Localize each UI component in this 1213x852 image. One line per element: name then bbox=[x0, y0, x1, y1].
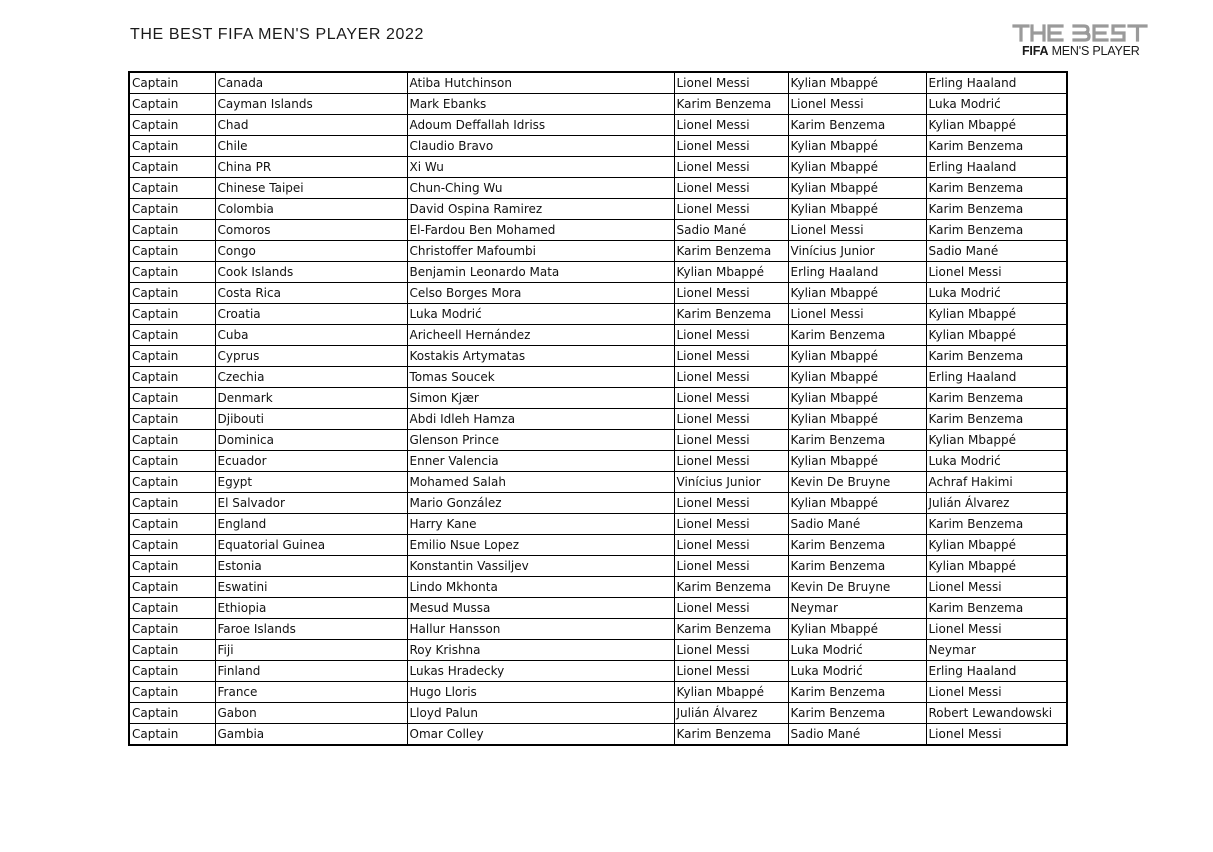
voter-cell: Glenson Prince bbox=[407, 430, 674, 451]
first-place-cell: Lionel Messi bbox=[674, 556, 788, 577]
table-row bbox=[129, 94, 1067, 115]
role-cell: Captain bbox=[129, 346, 215, 367]
second-place-cell: Lionel Messi bbox=[788, 220, 926, 241]
voter-cell: El-Fardou Ben Mohamed bbox=[407, 220, 674, 241]
first-place-cell: Karim Benzema bbox=[674, 94, 788, 115]
country-cell: Chinese Taipei bbox=[215, 178, 407, 199]
votes-table bbox=[128, 71, 1068, 746]
first-place-cell: Lionel Messi bbox=[674, 115, 788, 136]
first-place-cell: Karim Benzema bbox=[674, 304, 788, 325]
table-row bbox=[129, 724, 1067, 746]
voter-cell: Abdi Idleh Hamza bbox=[407, 409, 674, 430]
table-row bbox=[129, 72, 1067, 94]
role-cell: Captain bbox=[129, 304, 215, 325]
second-place-cell: Karim Benzema bbox=[788, 325, 926, 346]
country-cell: Gambia bbox=[215, 724, 407, 746]
role-cell: Captain bbox=[129, 703, 215, 724]
country-cell: Congo bbox=[215, 241, 407, 262]
role-cell: Captain bbox=[129, 220, 215, 241]
first-place-cell: Lionel Messi bbox=[674, 178, 788, 199]
second-place-cell: Kylian Mbappé bbox=[788, 136, 926, 157]
third-place-cell: Karim Benzema bbox=[926, 388, 1067, 409]
first-place-cell: Lionel Messi bbox=[674, 598, 788, 619]
role-cell: Captain bbox=[129, 640, 215, 661]
first-place-cell: Lionel Messi bbox=[674, 136, 788, 157]
third-place-cell: Lionel Messi bbox=[926, 262, 1067, 283]
country-cell: Czechia bbox=[215, 367, 407, 388]
first-place-cell: Karim Benzema bbox=[674, 577, 788, 598]
country-cell: Denmark bbox=[215, 388, 407, 409]
table-row bbox=[129, 388, 1067, 409]
voter-cell: Celso Borges Mora bbox=[407, 283, 674, 304]
voter-cell: Lindo Mkhonta bbox=[407, 577, 674, 598]
first-place-cell: Lionel Messi bbox=[674, 430, 788, 451]
second-place-cell: Neymar bbox=[788, 598, 926, 619]
second-place-cell: Kylian Mbappé bbox=[788, 178, 926, 199]
third-place-cell: Kylian Mbappé bbox=[926, 325, 1067, 346]
role-cell: Captain bbox=[129, 94, 215, 115]
role-cell: Captain bbox=[129, 325, 215, 346]
first-place-cell: Lionel Messi bbox=[674, 493, 788, 514]
voter-cell: Mesud Mussa bbox=[407, 598, 674, 619]
second-place-cell: Karim Benzema bbox=[788, 682, 926, 703]
third-place-cell: Achraf Hakimi bbox=[926, 472, 1067, 493]
country-cell: Djibouti bbox=[215, 409, 407, 430]
country-cell: Eswatini bbox=[215, 577, 407, 598]
role-cell: Captain bbox=[129, 72, 215, 94]
voter-cell: Mohamed Salah bbox=[407, 472, 674, 493]
voter-cell: Enner Valencia bbox=[407, 451, 674, 472]
role-cell: Captain bbox=[129, 283, 215, 304]
voter-cell: Adoum Deffallah Idriss bbox=[407, 115, 674, 136]
first-place-cell: Lionel Messi bbox=[674, 514, 788, 535]
table-row bbox=[129, 199, 1067, 220]
third-place-cell: Erling Haaland bbox=[926, 157, 1067, 178]
second-place-cell: Kylian Mbappé bbox=[788, 283, 926, 304]
table-row bbox=[129, 157, 1067, 178]
table-row bbox=[129, 598, 1067, 619]
table-row bbox=[129, 430, 1067, 451]
first-place-cell: Lionel Messi bbox=[674, 199, 788, 220]
table-row bbox=[129, 640, 1067, 661]
country-cell: England bbox=[215, 514, 407, 535]
second-place-cell: Kevin De Bruyne bbox=[788, 577, 926, 598]
country-cell: Egypt bbox=[215, 472, 407, 493]
table-row bbox=[129, 241, 1067, 262]
country-cell: Ecuador bbox=[215, 451, 407, 472]
country-cell: Comoros bbox=[215, 220, 407, 241]
role-cell: Captain bbox=[129, 472, 215, 493]
table-row bbox=[129, 577, 1067, 598]
country-cell: Cyprus bbox=[215, 346, 407, 367]
table-row bbox=[129, 556, 1067, 577]
third-place-cell: Karim Benzema bbox=[926, 220, 1067, 241]
table-row bbox=[129, 535, 1067, 556]
voter-cell: Luka Modrić bbox=[407, 304, 674, 325]
role-cell: Captain bbox=[129, 367, 215, 388]
second-place-cell: Karim Benzema bbox=[788, 535, 926, 556]
voter-cell: Lloyd Palun bbox=[407, 703, 674, 724]
third-place-cell: Kylian Mbappé bbox=[926, 535, 1067, 556]
second-place-cell: Karim Benzema bbox=[788, 430, 926, 451]
voter-cell: Roy Krishna bbox=[407, 640, 674, 661]
first-place-cell: Karim Benzema bbox=[674, 619, 788, 640]
role-cell: Captain bbox=[129, 661, 215, 682]
third-place-cell: Kylian Mbappé bbox=[926, 304, 1067, 325]
third-place-cell: Lionel Messi bbox=[926, 619, 1067, 640]
third-place-cell: Erling Haaland bbox=[926, 72, 1067, 94]
third-place-cell: Lionel Messi bbox=[926, 682, 1067, 703]
voter-cell: Konstantin Vassiljev bbox=[407, 556, 674, 577]
voter-cell: Mark Ebanks bbox=[407, 94, 674, 115]
country-cell: France bbox=[215, 682, 407, 703]
third-place-cell: Karim Benzema bbox=[926, 598, 1067, 619]
role-cell: Captain bbox=[129, 157, 215, 178]
table-row bbox=[129, 304, 1067, 325]
the-best-logo-mark bbox=[1012, 22, 1152, 44]
third-place-cell: Erling Haaland bbox=[926, 367, 1067, 388]
table-row bbox=[129, 346, 1067, 367]
voter-cell: Mario González bbox=[407, 493, 674, 514]
first-place-cell: Julián Álvarez bbox=[674, 703, 788, 724]
third-place-cell: Luka Modrić bbox=[926, 283, 1067, 304]
first-place-cell: Karim Benzema bbox=[674, 724, 788, 746]
third-place-cell: Karim Benzema bbox=[926, 136, 1067, 157]
second-place-cell: Kylian Mbappé bbox=[788, 199, 926, 220]
table-row bbox=[129, 262, 1067, 283]
role-cell: Captain bbox=[129, 682, 215, 703]
table-row bbox=[129, 451, 1067, 472]
first-place-cell: Lionel Messi bbox=[674, 325, 788, 346]
second-place-cell: Luka Modrić bbox=[788, 640, 926, 661]
voter-cell: Xi Wu bbox=[407, 157, 674, 178]
table-row bbox=[129, 220, 1067, 241]
country-cell: China PR bbox=[215, 157, 407, 178]
table-row bbox=[129, 178, 1067, 199]
second-place-cell: Erling Haaland bbox=[788, 262, 926, 283]
voter-cell: David Ospina Ramirez bbox=[407, 199, 674, 220]
country-cell: Equatorial Guinea bbox=[215, 535, 407, 556]
second-place-cell: Kylian Mbappé bbox=[788, 157, 926, 178]
first-place-cell: Lionel Messi bbox=[674, 157, 788, 178]
voter-cell: Omar Colley bbox=[407, 724, 674, 746]
second-place-cell: Kylian Mbappé bbox=[788, 72, 926, 94]
second-place-cell: Vinícius Junior bbox=[788, 241, 926, 262]
table-row bbox=[129, 619, 1067, 640]
first-place-cell: Lionel Messi bbox=[674, 346, 788, 367]
second-place-cell: Kylian Mbappé bbox=[788, 367, 926, 388]
second-place-cell: Kevin De Bruyne bbox=[788, 472, 926, 493]
the-best-logo bbox=[1012, 22, 1152, 62]
second-place-cell: Lionel Messi bbox=[788, 304, 926, 325]
country-cell: Canada bbox=[215, 72, 407, 94]
country-cell: Faroe Islands bbox=[215, 619, 407, 640]
table-row bbox=[129, 409, 1067, 430]
country-cell: Cuba bbox=[215, 325, 407, 346]
role-cell: Captain bbox=[129, 724, 215, 746]
third-place-cell: Neymar bbox=[926, 640, 1067, 661]
third-place-cell: Kylian Mbappé bbox=[926, 430, 1067, 451]
table-row bbox=[129, 514, 1067, 535]
role-cell: Captain bbox=[129, 199, 215, 220]
second-place-cell: Luka Modrić bbox=[788, 661, 926, 682]
table-row bbox=[129, 493, 1067, 514]
third-place-cell: Sadio Mané bbox=[926, 241, 1067, 262]
table-row bbox=[129, 472, 1067, 493]
third-place-cell: Lionel Messi bbox=[926, 577, 1067, 598]
third-place-cell: Karim Benzema bbox=[926, 199, 1067, 220]
third-place-cell: Julián Álvarez bbox=[926, 493, 1067, 514]
role-cell: Captain bbox=[129, 136, 215, 157]
role-cell: Captain bbox=[129, 619, 215, 640]
first-place-cell: Kylian Mbappé bbox=[674, 682, 788, 703]
role-cell: Captain bbox=[129, 241, 215, 262]
third-place-cell: Karim Benzema bbox=[926, 178, 1067, 199]
country-cell: Dominica bbox=[215, 430, 407, 451]
role-cell: Captain bbox=[129, 388, 215, 409]
logo-subtitle bbox=[1022, 44, 1140, 58]
first-place-cell: Lionel Messi bbox=[674, 661, 788, 682]
voter-cell: Harry Kane bbox=[407, 514, 674, 535]
role-cell: Captain bbox=[129, 535, 215, 556]
second-place-cell: Kylian Mbappé bbox=[788, 388, 926, 409]
table-row bbox=[129, 367, 1067, 388]
country-cell: Costa Rica bbox=[215, 283, 407, 304]
role-cell: Captain bbox=[129, 262, 215, 283]
second-place-cell: Sadio Mané bbox=[788, 724, 926, 746]
table-row bbox=[129, 703, 1067, 724]
logo-category-text: MEN'S PLAYER bbox=[1051, 44, 1140, 58]
role-cell: Captain bbox=[129, 556, 215, 577]
country-cell: Cook Islands bbox=[215, 262, 407, 283]
logo-fifa-text: FIFA bbox=[1022, 44, 1049, 58]
first-place-cell: Lionel Messi bbox=[674, 283, 788, 304]
first-place-cell: Lionel Messi bbox=[674, 367, 788, 388]
country-cell: El Salvador bbox=[215, 493, 407, 514]
country-cell: Croatia bbox=[215, 304, 407, 325]
third-place-cell: Luka Modrić bbox=[926, 94, 1067, 115]
third-place-cell: Karim Benzema bbox=[926, 346, 1067, 367]
third-place-cell: Kylian Mbappé bbox=[926, 556, 1067, 577]
role-cell: Captain bbox=[129, 577, 215, 598]
country-cell: Gabon bbox=[215, 703, 407, 724]
table-row bbox=[129, 283, 1067, 304]
voter-cell: Hugo Lloris bbox=[407, 682, 674, 703]
table-row bbox=[129, 325, 1067, 346]
voter-cell: Tomas Soucek bbox=[407, 367, 674, 388]
country-cell: Estonia bbox=[215, 556, 407, 577]
country-cell: Chile bbox=[215, 136, 407, 157]
second-place-cell: Kylian Mbappé bbox=[788, 493, 926, 514]
second-place-cell: Sadio Mané bbox=[788, 514, 926, 535]
second-place-cell: Karim Benzema bbox=[788, 703, 926, 724]
table-row bbox=[129, 661, 1067, 682]
second-place-cell: Kylian Mbappé bbox=[788, 451, 926, 472]
country-cell: Ethiopia bbox=[215, 598, 407, 619]
first-place-cell: Lionel Messi bbox=[674, 640, 788, 661]
first-place-cell: Lionel Messi bbox=[674, 409, 788, 430]
table-row bbox=[129, 136, 1067, 157]
first-place-cell: Sadio Mané bbox=[674, 220, 788, 241]
voter-cell: Emilio Nsue Lopez bbox=[407, 535, 674, 556]
country-cell: Fiji bbox=[215, 640, 407, 661]
second-place-cell: Karim Benzema bbox=[788, 115, 926, 136]
third-place-cell: Kylian Mbappé bbox=[926, 115, 1067, 136]
role-cell: Captain bbox=[129, 451, 215, 472]
voter-cell: Christoffer Mafoumbi bbox=[407, 241, 674, 262]
role-cell: Captain bbox=[129, 115, 215, 136]
second-place-cell: Kylian Mbappé bbox=[788, 409, 926, 430]
table-row bbox=[129, 115, 1067, 136]
first-place-cell: Lionel Messi bbox=[674, 388, 788, 409]
first-place-cell: Lionel Messi bbox=[674, 451, 788, 472]
second-place-cell: Kylian Mbappé bbox=[788, 619, 926, 640]
role-cell: Captain bbox=[129, 514, 215, 535]
third-place-cell: Robert Lewandowski bbox=[926, 703, 1067, 724]
country-cell: Chad bbox=[215, 115, 407, 136]
third-place-cell: Karim Benzema bbox=[926, 514, 1067, 535]
third-place-cell: Karim Benzema bbox=[926, 409, 1067, 430]
voter-cell: Benjamin Leonardo Mata bbox=[407, 262, 674, 283]
second-place-cell: Lionel Messi bbox=[788, 94, 926, 115]
first-place-cell: Karim Benzema bbox=[674, 241, 788, 262]
first-place-cell: Lionel Messi bbox=[674, 535, 788, 556]
second-place-cell: Karim Benzema bbox=[788, 556, 926, 577]
first-place-cell: Kylian Mbappé bbox=[674, 262, 788, 283]
voter-cell: Hallur Hansson bbox=[407, 619, 674, 640]
role-cell: Captain bbox=[129, 493, 215, 514]
voter-cell: Claudio Bravo bbox=[407, 136, 674, 157]
third-place-cell: Erling Haaland bbox=[926, 661, 1067, 682]
voter-cell: Chun-Ching Wu bbox=[407, 178, 674, 199]
voter-cell: Lukas Hradecky bbox=[407, 661, 674, 682]
role-cell: Captain bbox=[129, 409, 215, 430]
votes-table-body bbox=[129, 72, 1067, 745]
first-place-cell: Lionel Messi bbox=[674, 72, 788, 94]
role-cell: Captain bbox=[129, 598, 215, 619]
table-row bbox=[129, 682, 1067, 703]
third-place-cell: Luka Modrić bbox=[926, 451, 1067, 472]
country-cell: Cayman Islands bbox=[215, 94, 407, 115]
role-cell: Captain bbox=[129, 430, 215, 451]
second-place-cell: Kylian Mbappé bbox=[788, 346, 926, 367]
voter-cell: Kostakis Artymatas bbox=[407, 346, 674, 367]
role-cell: Captain bbox=[129, 178, 215, 199]
country-cell: Colombia bbox=[215, 199, 407, 220]
country-cell: Finland bbox=[215, 661, 407, 682]
voter-cell: Simon Kjær bbox=[407, 388, 674, 409]
third-place-cell: Lionel Messi bbox=[926, 724, 1067, 746]
voter-cell: Aricheell Hernández bbox=[407, 325, 674, 346]
voter-cell: Atiba Hutchinson bbox=[407, 72, 674, 94]
first-place-cell: Vinícius Junior bbox=[674, 472, 788, 493]
document-title: THE BEST FIFA MEN'S PLAYER 2022 bbox=[130, 26, 425, 43]
